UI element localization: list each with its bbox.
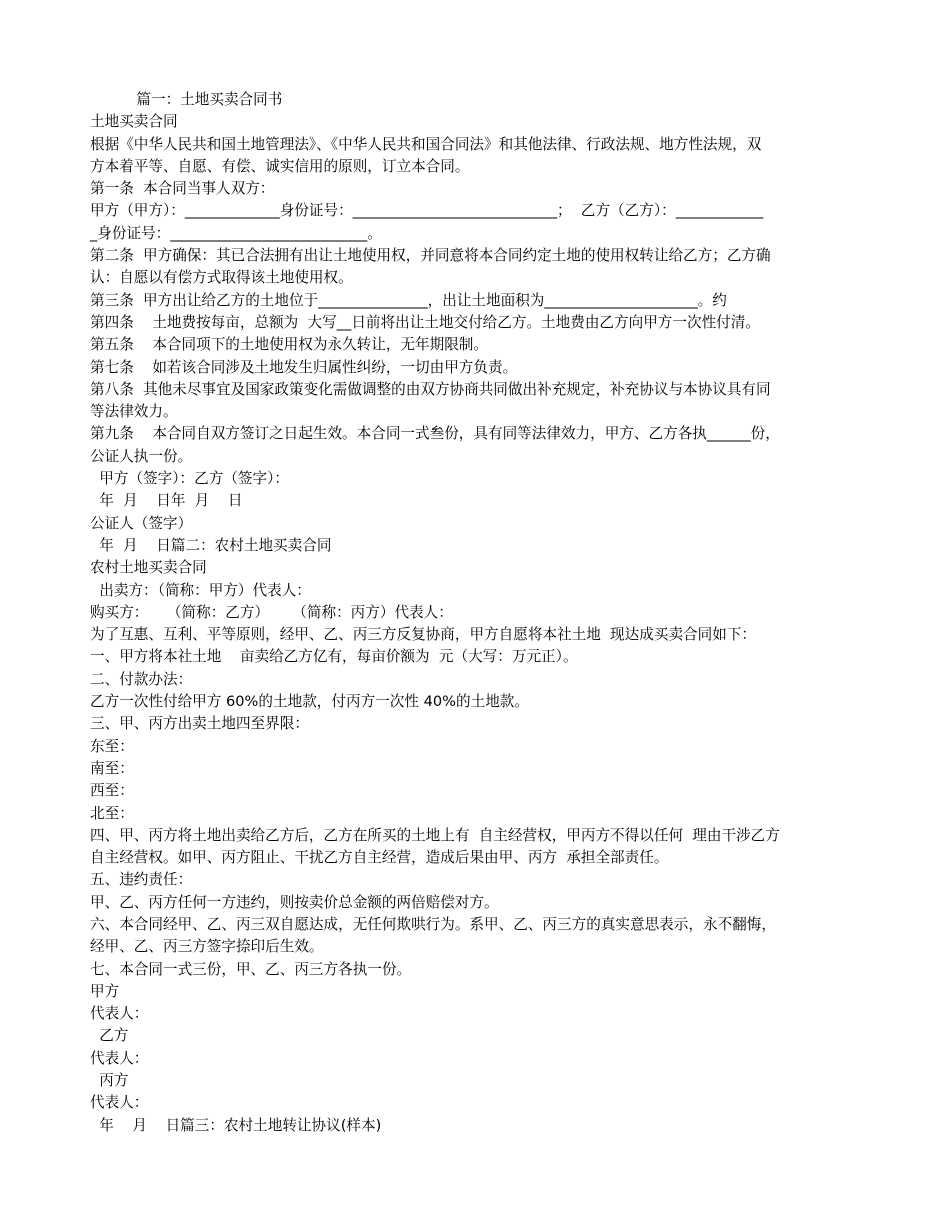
article-4: 第四条 土地费按每亩，总额为 大写__日前将出让土地交付给乙方。土地费由乙方向甲方一次性付清。 bbox=[90, 313, 760, 331]
party-b-label: 乙方 bbox=[90, 1027, 129, 1045]
section-2-heading: 年 月 日篇二：农村土地买卖合同 bbox=[90, 536, 332, 554]
date-line: 年 月 日年 月 日 bbox=[90, 492, 243, 510]
clause-3: 三、甲、丙方出卖土地四至界限： bbox=[90, 715, 309, 733]
article-8: 第八条 其他未尽事宜及国家政策变化需做调整的由双方协商共同做出补充规定，补充协议与本协议具有同 bbox=[90, 380, 771, 398]
section-3-heading: 年 月 日篇三：农村土地转让协议(样本) bbox=[90, 1116, 382, 1134]
article-9: 公证人执一份。 bbox=[90, 447, 193, 465]
article-2: 认：自愿以有偿方式取得该土地使用权。 bbox=[90, 269, 353, 287]
party-c-label: 丙方 bbox=[90, 1072, 129, 1090]
buyer-line: 购买方： （简称：乙方） （简称：丙方）代表人： bbox=[90, 603, 453, 621]
parties-line: 甲方（甲方）：_____________身份证号：____________________________； 乙方（乙方）：____________ bbox=[90, 202, 764, 220]
clause-1: 一、甲方将本社土地 亩卖给乙方亿有，每亩价额为 元（大写：万元正）。 bbox=[90, 648, 578, 666]
article-1: 第一条 本合同当事人双方： bbox=[90, 180, 275, 198]
representative-label: 代表人： bbox=[90, 1049, 149, 1067]
article-9: 第九条 本合同自双方签订之日起生效。本合同一式叁份，具有同等法律效力，甲方、乙方各执______份， bbox=[90, 425, 780, 443]
section-1-heading: 篇一：土地买卖合同书 bbox=[90, 91, 283, 108]
clause-4: 四、甲、丙方将土地出卖给乙方后，乙方在所买的土地上有 自主经营权，甲丙方不得以任何 理由干涉乙方 bbox=[90, 826, 780, 844]
parties-line: _身份证号：___________________________。 bbox=[90, 224, 382, 242]
article-2: 第二条 甲方确保：其已合法拥有出让土地使用权，并同意将本合同约定土地的使用权转让给乙方；乙方确 bbox=[90, 247, 771, 265]
clause-6: 六、本合同经甲、乙、丙三双自愿达成，无任何欺哄行为。系甲、乙、丙三方的真实意思表示，永不翻悔， bbox=[90, 915, 776, 933]
clause-2: 乙方一次性付给甲方 60%的土地款，付丙方一次性 40%的土地款。 bbox=[90, 693, 529, 711]
article-8: 等法律效力。 bbox=[90, 403, 178, 421]
notary-signature: 公证人（签字） bbox=[90, 514, 193, 532]
seller-line: 出卖方：（简称：甲方）代表人： bbox=[90, 581, 311, 599]
contract-title: 土地买卖合同 bbox=[90, 113, 178, 131]
clause-5: 五、违约责任： bbox=[90, 871, 193, 889]
document-page bbox=[90, 89, 865, 1137]
representative-label: 代表人： bbox=[90, 1094, 149, 1112]
boundary-west: 西至： bbox=[90, 782, 134, 800]
party-a-label: 甲方 bbox=[90, 982, 120, 1000]
boundary-south: 南至： bbox=[90, 759, 134, 777]
contract-title: 农村土地买卖合同 bbox=[90, 559, 207, 577]
boundary-north: 北至： bbox=[90, 804, 134, 822]
paragraph-line: 方本着平等、自愿、有偿、诚实信用的原则，订立本合同。 bbox=[90, 157, 470, 175]
clause-5: 甲、乙、丙方任何一方违约，则按卖价总金额的两倍赔偿对方。 bbox=[90, 893, 499, 911]
boundary-east: 东至： bbox=[90, 737, 134, 755]
clause-4: 自主经营权。如甲、丙方阻止、干扰乙方自主经营，造成后果由甲、丙方 承担全部责任。 bbox=[90, 849, 669, 867]
paragraph-line: 根据《中华人民共和国土地管理法》、《中华人民共和国合同法》和其他法律、行政法规、地方性法规，双 bbox=[90, 135, 762, 153]
clause-7: 七、本合同一式三份，甲、乙、丙三方各执一份。 bbox=[90, 960, 412, 978]
paragraph-line: 为了互惠、互利、平等原则，经甲、乙、丙三方反复协商，甲方自愿将本社土地 现达成买卖合同如下： bbox=[90, 626, 757, 644]
article-3: 第三条 甲方出让给乙方的土地位于_______________，出让土地面积为_____________________。约 bbox=[90, 291, 727, 309]
article-7: 第七条 如若该合同涉及土地发生归属性纠纷，一切由甲方负责。 bbox=[90, 358, 518, 376]
article-5: 第五条 本合同项下的土地使用权为永久转让，无年期限制。 bbox=[90, 336, 488, 354]
clause-2: 二、付款办法： bbox=[90, 670, 193, 688]
representative-label: 代表人： bbox=[90, 1005, 149, 1023]
clause-6: 经甲、乙、丙三方签字捺印后生效。 bbox=[90, 938, 324, 956]
signature-line: 甲方（签字）：乙方（签字）： bbox=[90, 470, 289, 488]
